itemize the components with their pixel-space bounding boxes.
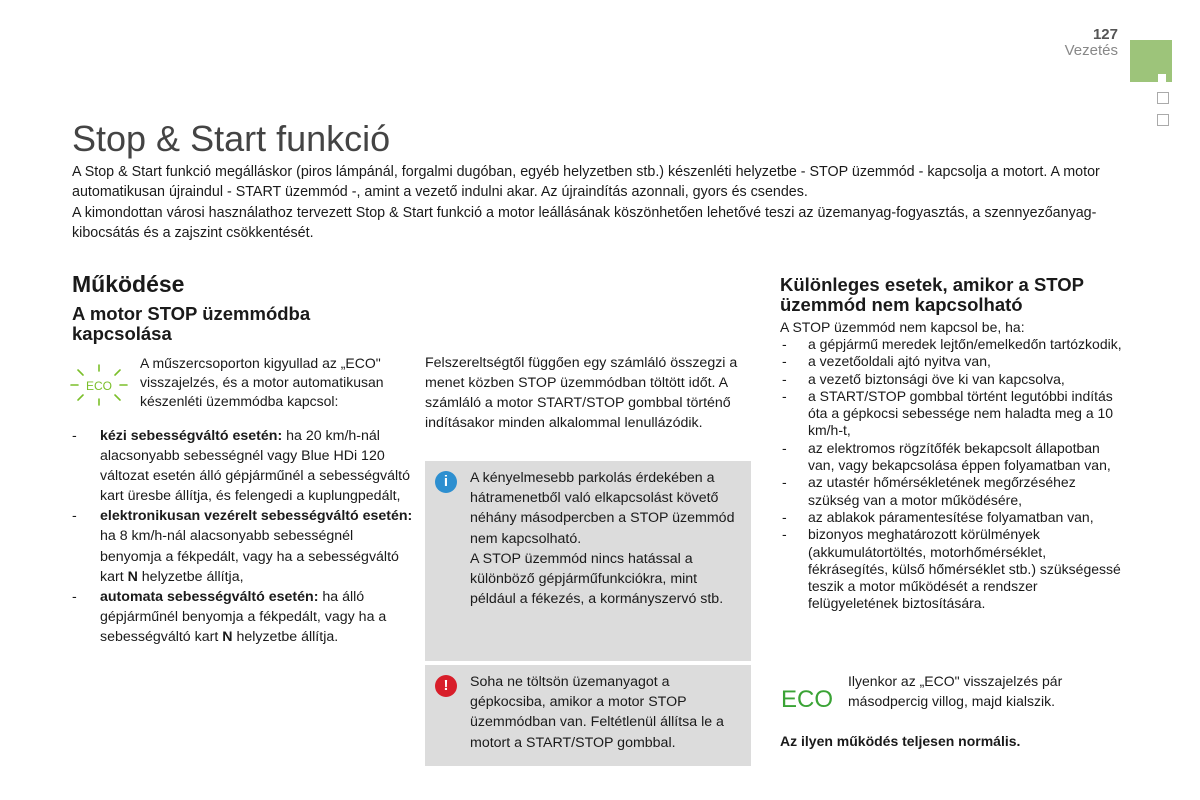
warning-icon: ! [435, 675, 457, 697]
list-item: - a vezető biztonsági öve ki van kapcsolva, [782, 370, 1065, 387]
gearbox-conditions-list [72, 426, 417, 647]
info-note-text-1: A kényelmesebb parkolás érdekében a hátramenetből való elkapcsolást követő néhány másodpercben a STOP üzemmód nem kapcsolható. [470, 470, 735, 547]
list-item: - a START/STOP gombbal történt legutóbbi indítás óta a gépkocsi sebessége nem haladta meg a 10 km/h-t, [782, 387, 1114, 439]
warning-note-box [425, 665, 751, 766]
nav-square-1 [1157, 92, 1169, 104]
intro-paragraph-2: A kimondottan városi használathoz tervezett Stop & Start funkció a motor leállásának köszönhetően lehetővé teszi az üzemanyag-fogyasztás, a szennyezőanyag-kibocsátás és a zajszint csökkentését. [72, 204, 1097, 241]
list-item: - elektronikusan vezérelt sebességváltó esetén: ha 8 km/h-nál alacsonyabb sebességnél benyomja a fékpedált, vagy ha a sebességváltó kart N helyzetbe állítja, [72, 508, 413, 585]
list-item: - automata sebességváltó esetén: ha álló gépjárműnél benyomja a fékpedált, vagy ha a sebességváltó kart N helyzetbe állítja. [72, 588, 387, 645]
eco-blinking-icon [70, 360, 128, 410]
special-cases-heading: Különleges esetek, amikor a STOP üzemmód nem kapcsolható [780, 274, 1084, 315]
eco-logo-label: ECO [781, 686, 834, 713]
list-item: - a vezetőoldali ajtó nyitva van, [782, 353, 991, 370]
intro-text [72, 162, 1102, 243]
info-note-text-2: A STOP üzemmód nincs hatással a különböző gépjárműfunkciókra, mint például a fékezés, a kormányszervó stb. [470, 550, 724, 608]
info-note-box [425, 461, 751, 661]
list-item: - az ablakok páramentesítése folyamatban van, [782, 508, 1094, 525]
stop-time-counter-text: Felszereltségtől függően egy számláló összegzi a menet közben STOP üzemmódban töltött időt. A számláló a motor START/STOP gombbal történő indításakor minden alkalommal lenullázódik. [425, 355, 738, 432]
section-tab [1130, 40, 1172, 82]
nav-square-2 [1157, 114, 1169, 126]
operation-heading: Működése [72, 271, 185, 297]
eco-blink-text: Ilyenkor az „ECO" visszajelzés pár másodpercig villog, majd kialszik. [848, 673, 1063, 709]
tab-marker [1158, 74, 1166, 82]
info-icon: i [435, 471, 457, 493]
warning-note-text: Soha ne töltsön üzemanyagot a gépkocsiba, amikor a motor STOP üzemmódban van. Feltétlenül állítsa le a motort a START/STOP gombbal. [470, 674, 724, 751]
special-cases-list [780, 336, 1125, 613]
list-item: - bizonyos meghatározott körülmények (akkumulátortöltés, motorhőmérséklet, fékrásegítés, külső hőmérséklet stb.) szükségessé teszik a motor működését a rendszer felügyeletének biztosítására. [782, 526, 1121, 612]
eco-blink-label: ECO [85, 379, 113, 393]
section-name: Vezetés [1064, 42, 1118, 59]
list-item: - a gépjármű meredek lejtőn/emelkedőn tartózkodik, [782, 336, 1122, 352]
list-item: - az elektromos rögzítőfék bekapcsolt állapotban van, vagy bekapcsolása éppen folyamatban van, [782, 439, 1111, 474]
page-number: 127 [1092, 26, 1118, 43]
eco-indicator-text: A műszercsoporton kigyullad az „ECO" visszajelzés, és a motor automatikusan készenléti üzemmódba kapcsol: [140, 355, 384, 409]
list-item: - az utastér hőmérsékletének megőrzéséhez szükség van a motor működésére, [782, 474, 1076, 508]
special-cases-intro: A STOP üzemmód nem kapcsol be, ha: [780, 319, 1025, 335]
intro-paragraph-1: A Stop & Start funkció megálláskor (piros lámpánál, forgalmi dugóban, egyéb helyzetben stb.) készenléti helyzetbe - STOP üzemmód - kapcsolja a motort. A motor automatikusan újraindul - START üzemmód -, amint a vezető indulni akar. Az újraindítás azonnali, gyors és csendes. [72, 164, 1100, 201]
normal-operation-note: Az ilyen működés teljesen normális. [780, 733, 1021, 749]
list-item: - kézi sebességváltó esetén: ha 20 km/h-nál alacsonyabb sebességnél vagy Blue HDi 120 változat esetén álló gépjárműnél a sebességváltó kart üresbe állítja, és felengedi a kuplungpedált, [72, 428, 410, 505]
page-title: Stop & Start funkció [72, 118, 391, 159]
eco-logo-icon [781, 683, 835, 713]
stop-mode-subheading: A motor STOP üzemmódba kapcsolása [72, 303, 311, 344]
